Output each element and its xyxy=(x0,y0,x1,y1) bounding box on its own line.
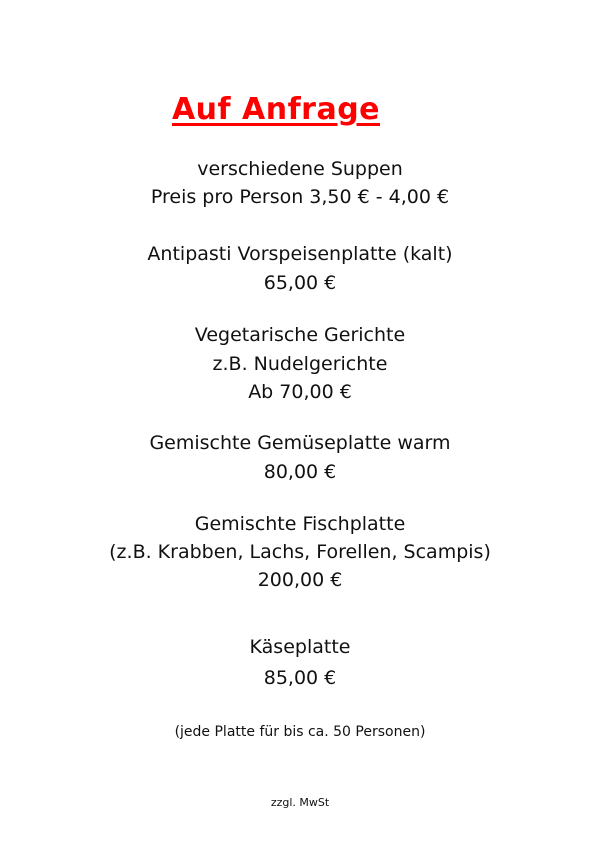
item-vegetable-platter-name: Gemischte Gemüseplatte warm xyxy=(149,432,451,454)
item-fish-platter-price: 200,00 € xyxy=(257,569,343,591)
item-soups-price: Preis pro Person 3,50 € - 4,00 € xyxy=(150,186,450,208)
item-vegetarian-name: Vegetarische Gerichte xyxy=(194,324,406,346)
platter-note: (jede Platte für bis ca. 50 Personen) xyxy=(174,724,426,740)
item-vegetable-platter-price: 80,00 € xyxy=(263,461,337,483)
item-vegetarian-price: Ab 70,00 € xyxy=(248,381,352,403)
item-antipasti-price: 65,00 € xyxy=(263,272,337,294)
item-fish-platter-detail: (z.B. Krabben, Lachs, Forellen, Scampis) xyxy=(109,541,491,563)
menu-title: Auf Anfrage xyxy=(171,92,381,127)
item-cheese-platter-name: Käseplatte xyxy=(249,636,351,658)
tax-note: zzgl. MwSt xyxy=(270,796,330,809)
item-antipasti-name: Antipasti Vorspeisenplatte (kalt) xyxy=(147,243,453,265)
item-fish-platter-name: Gemischte Fischplatte xyxy=(194,513,406,535)
item-soups-name: verschiedene Suppen xyxy=(197,158,403,180)
item-cheese-platter-price: 85,00 € xyxy=(263,667,337,689)
item-vegetarian-detail: z.B. Nudelgerichte xyxy=(212,353,388,375)
